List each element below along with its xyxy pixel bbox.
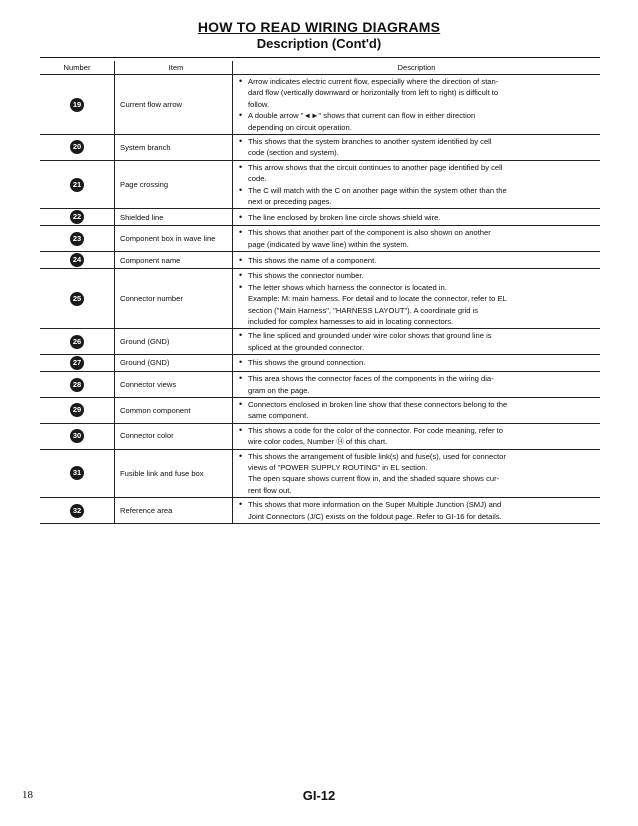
row-item-cell: Connector color xyxy=(115,423,233,449)
row-description-cell xyxy=(233,75,601,135)
row-description-cell xyxy=(233,449,601,498)
bullet-line: • A double arrow "◄►" shows that current can flow in either direction xyxy=(239,110,598,121)
row-item-cell: Ground (GND) xyxy=(115,355,233,372)
row-description-cell xyxy=(233,329,601,355)
row-number-badge: 32 xyxy=(70,504,84,518)
row-item-cell: Connector views xyxy=(115,372,233,398)
row-item-cell: Fusible link and fuse box xyxy=(115,449,233,498)
row-item-cell: Connector number xyxy=(115,269,233,329)
row-item-cell: Page crossing xyxy=(115,160,233,209)
table-row xyxy=(40,160,600,209)
continuation-line: code. xyxy=(248,174,267,184)
column-header-description: Description xyxy=(233,61,601,75)
row-description-cell xyxy=(233,160,601,209)
row-description-cell xyxy=(233,355,601,372)
continuation-line: gram on the page. xyxy=(248,385,310,395)
row-description-cell xyxy=(233,135,601,161)
continuation-line: The open square shows current flow in, and the shaded square shows cur- xyxy=(248,474,500,484)
bullet-line: • This shows the arrangement of fusible link(s) and fuse(s), used for connector xyxy=(239,451,598,462)
continuation-line: section ("Main Harness", "HARNESS LAYOUT"). A coordinate grid is xyxy=(248,305,479,315)
table-row xyxy=(40,226,600,252)
row-item-cell: Component box in wave line xyxy=(115,226,233,252)
table-row xyxy=(40,75,600,135)
bullet-line: • This shows the connector number. xyxy=(239,270,598,281)
row-description-cell xyxy=(233,269,601,329)
row-number-badge: 24 xyxy=(70,253,84,267)
row-number-badge: 19 xyxy=(70,98,84,112)
table-row xyxy=(40,329,600,355)
row-item-cell: System branch xyxy=(115,135,233,161)
table-row xyxy=(40,449,600,498)
row-number-cell xyxy=(40,329,115,355)
row-number-cell xyxy=(40,252,115,269)
row-number-cell xyxy=(40,498,115,524)
page-subtitle: Description (Cont'd) xyxy=(256,36,382,51)
continuation-line: wire color codes, Number ⑭ of this chart. xyxy=(248,437,388,447)
row-number-badge: 31 xyxy=(70,466,84,480)
row-number-badge: 20 xyxy=(70,140,84,154)
continuation-line: next or preceding pages. xyxy=(248,197,332,207)
continuation-line: spliced at the grounded connector. xyxy=(248,342,365,352)
table-row xyxy=(40,372,600,398)
table-row xyxy=(40,209,600,226)
continuation-line: rent flow out. xyxy=(248,485,292,495)
row-description-cell xyxy=(233,252,601,269)
continuation-line: same component. xyxy=(248,411,309,421)
row-number-cell xyxy=(40,449,115,498)
column-header-number: Number xyxy=(40,61,115,75)
row-number-cell xyxy=(40,355,115,372)
row-description-cell xyxy=(233,423,601,449)
row-number-cell xyxy=(40,160,115,209)
table-row xyxy=(40,252,600,269)
row-number-badge: 25 xyxy=(70,292,84,306)
table-row xyxy=(40,355,600,372)
row-number-badge: 29 xyxy=(70,403,84,417)
bullet-line: • This shows the ground connection. xyxy=(239,357,598,368)
row-number-badge: 22 xyxy=(70,210,84,224)
table-row xyxy=(40,498,600,524)
bullet-line: • This shows a code for the color of the connector. For code meaning, refer to xyxy=(239,425,598,436)
bullet-line: • The line spliced and grounded under wire color shows that ground line is xyxy=(239,330,598,341)
row-number-badge: 27 xyxy=(70,356,84,370)
table-row xyxy=(40,269,600,329)
table-body xyxy=(40,75,600,524)
row-number-badge: 30 xyxy=(70,429,84,443)
continuation-line: Joint Connectors (J/C) exists on the foldout page. Refer to GI-16 for details. xyxy=(248,511,502,521)
row-description-cell xyxy=(233,209,601,226)
row-item-cell: Reference area xyxy=(115,498,233,524)
bullet-line: • This shows that more information on the Super Multiple Junction (SMJ) and xyxy=(239,499,598,510)
row-number-cell xyxy=(40,226,115,252)
row-item-cell: Common component xyxy=(115,397,233,423)
continuation-line: follow. xyxy=(248,99,270,109)
row-description-cell xyxy=(233,498,601,524)
continuation-line: included for complex harnesses to aid in locating connectors. xyxy=(248,316,454,326)
table-header-row xyxy=(40,61,600,75)
table-row xyxy=(40,135,600,161)
row-number-badge: 26 xyxy=(70,335,84,349)
table-row xyxy=(40,397,600,423)
row-description-cell xyxy=(233,372,601,398)
continuation-line: code (section and system). xyxy=(248,148,339,158)
row-number-cell xyxy=(40,372,115,398)
row-number-cell xyxy=(40,269,115,329)
row-number-cell xyxy=(40,397,115,423)
bullet-line: • This shows that another part of the component is also shown on another xyxy=(239,227,598,238)
continuation-line: Example: M: main harness. For detail and to locate the connector, refer to EL xyxy=(248,294,507,304)
row-number-badge: 21 xyxy=(70,178,84,192)
row-item-cell: Component name xyxy=(115,252,233,269)
continuation-line: depending on circuit operation. xyxy=(248,122,352,132)
page-code: GI-12 xyxy=(302,788,336,803)
page-title: HOW TO READ WIRING DIAGRAMS xyxy=(197,19,441,35)
row-item-cell: Current flow arrow xyxy=(115,75,233,135)
bullet-line: • The letter shows which harness the connector is located in. xyxy=(239,282,598,293)
row-number-badge: 28 xyxy=(70,378,84,392)
bullet-line: • The C will match with the C on another page within the system other than the xyxy=(239,185,598,196)
row-number-cell xyxy=(40,209,115,226)
bullet-line: • This area shows the connector faces of the components in the wiring dia- xyxy=(239,373,598,384)
bullet-line: • Connectors enclosed in broken line show that these connectors belong to the xyxy=(239,399,598,410)
bullet-line: • This arrow shows that the circuit continues to another page identified by cell xyxy=(239,162,598,173)
page-index: 18 xyxy=(22,789,33,801)
row-number-badge: 23 xyxy=(70,232,84,246)
description-table xyxy=(40,61,600,524)
row-number-cell xyxy=(40,135,115,161)
continuation-line: dard flow (vertically downward or horizontally from left to right) is difficult to xyxy=(248,88,499,98)
row-description-cell xyxy=(233,397,601,423)
row-number-cell xyxy=(40,423,115,449)
column-header-item: Item xyxy=(115,61,233,75)
row-number-cell xyxy=(40,75,115,135)
row-item-cell: Ground (GND) xyxy=(115,329,233,355)
bullet-line: • This shows that the system branches to another system identified by cell xyxy=(239,136,598,147)
continuation-line: page (indicated by wave line) within the system. xyxy=(248,239,409,249)
row-description-cell xyxy=(233,226,601,252)
bullet-line: • Arrow indicates electric current flow, especially where the direction of stan- xyxy=(239,76,598,87)
bullet-line: • The line enclosed by broken line circle shows shield wire. xyxy=(239,212,598,223)
table-row xyxy=(40,423,600,449)
row-item-cell: Shielded line xyxy=(115,209,233,226)
continuation-line: views of "POWER SUPPLY ROUTING" in EL section. xyxy=(248,462,428,472)
title-divider xyxy=(40,57,600,58)
bullet-line: • This shows the name of a component. xyxy=(239,255,598,266)
